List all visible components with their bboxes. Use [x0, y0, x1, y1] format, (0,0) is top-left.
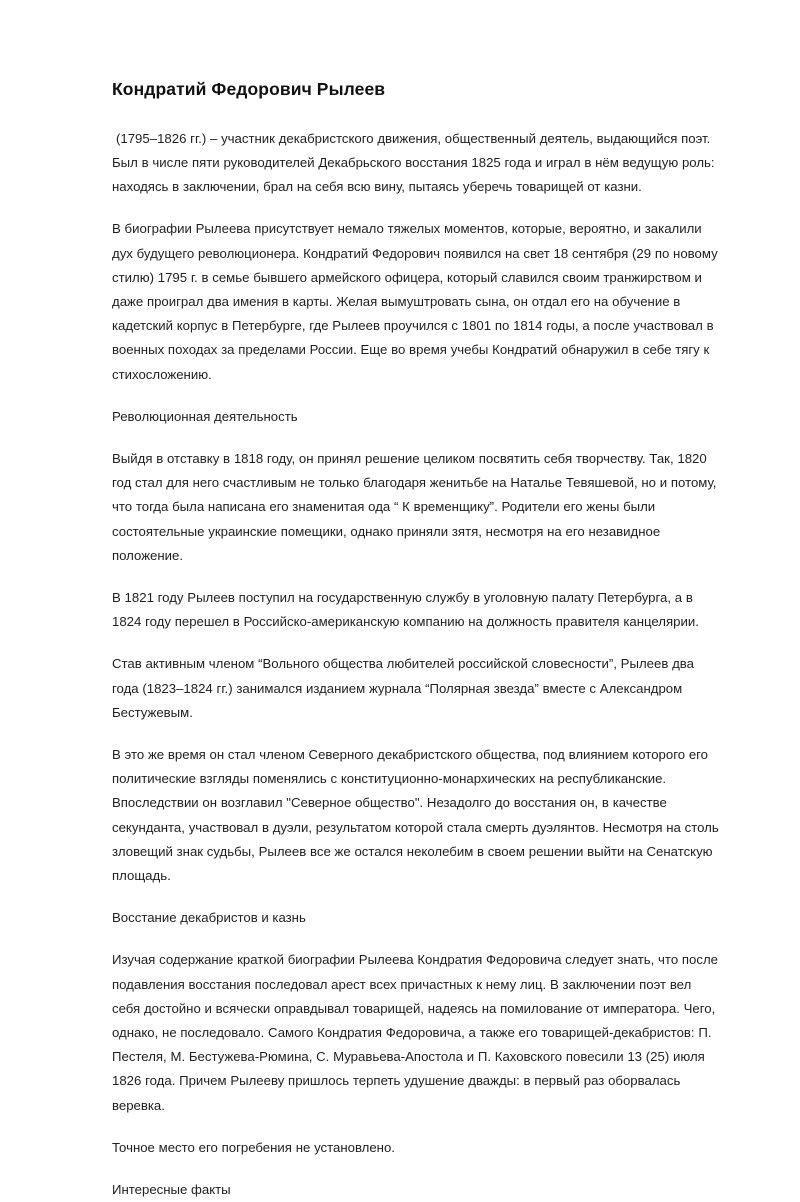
page-title: Кондратий Федорович Рылеев — [112, 79, 386, 99]
paragraph-literary-society: Став активным членом “Вольного общества любителей российской словесности”, Рылеев два года (1823–1824 гг.) занимался изданием журнала “Полярная звезда” вместе с Александром Бестужевым. — [112, 656, 694, 720]
subheading-interesting-facts: Интересные факты — [112, 1182, 231, 1198]
paragraph-northern-society: В это же время он стал членом Северного декабристского общества, под влиянием которого его политические взгляды поменялись с конституционно-монархических на республиканские. Впоследствии он возглавил "Северное общество". Незадолго до восстания он, в качестве секунданта, участвовал в дуэли, результатом которой стала смерть дуэлянтов. Несмотря на столь зловещий знак судьбы, Рылеев все же остался неколебим в своем решении выйти на Сенатскую площадь. — [112, 747, 719, 884]
paragraph-biography-early-years: В биографии Рылеева присутствует немало тяжелых моментов, которые, вероятно, и закалили дух будущего революционера. Кондратий Федорович появился на свет 18 сентября (29 по новому стилю) 1795 г. в семье бывшего армейского офицера, который славился своим транжирством и даже проиграл два имения в карты. Желая вымуштровать сына, он отдал его на обучение в кадетский корпус в Петербурге, где Рылеев проучился с 1801 по 1814 годы, а после участвовал в военных походах за пределами России. Еще во время учебы Кондратий обнаружил в себе тягу к стихосложению. — [112, 221, 718, 382]
paragraph-retirement-and-marriage: Выйдя в отставку в 1818 году, он принял решение целиком посвятить себя творчеству. Так, 1820 год стал для него счастливым не только благодаря женитьбе на Наталье Тевяшевой, но и потому, что тогда была написана его знаменитая ода “ К временщику”. Родители его жены были состоятельные украинские помещики, однако приняли зятя, несмотря на его незавидное положение. — [112, 450, 717, 563]
subheading-revolutionary-activity: Революционная деятельность — [112, 408, 298, 424]
paragraph-intro: (1795–1826 гг.) – участник декабристского движения, общественный деятель, выдающийся поэт. Был в числе пяти руководителей Декабрьского восстания 1825 года и играл в нём ведущую роль: находясь в заключении, брал на себя всю вину, пытаясь уберечь товарищей от казни. — [112, 130, 715, 195]
subheading-uprising-and-execution: Восстание декабристов и казнь — [112, 910, 306, 926]
paragraph-civil-service: В 1821 году Рылеев поступил на государственную службу в уголовную палату Петербурга, а в 1824 году перешел в Российско-американскую компанию на должность правителя канцелярии. — [112, 590, 699, 630]
paragraph-arrest-and-execution: Изучая содержание краткой биографии Рылеева Кондратия Федоровича следует знать, что после подавления восстания последовал арест всех причастных к нему лиц. В заключении поэт вел себя достойно и всячески оправдывал товарищей, надеясь на помилование от императора. Чего, однако, не последовало. Самого Кондратия Федоровича, а также его товарищей-декабристов: П. Пестеля, М. Бестужева-Рюмина, С. Муравьева-Апостола и П. Каховского повесили 13 (25) июля 1826 года. Причем Рылееву пришлось терпеть удушение дважды: в первый раз оборвалась веревка. — [112, 952, 719, 1113]
document-body — [112, 127, 722, 1202]
paragraph-burial-place: Точное место его погребения не установлено. — [112, 1139, 395, 1155]
